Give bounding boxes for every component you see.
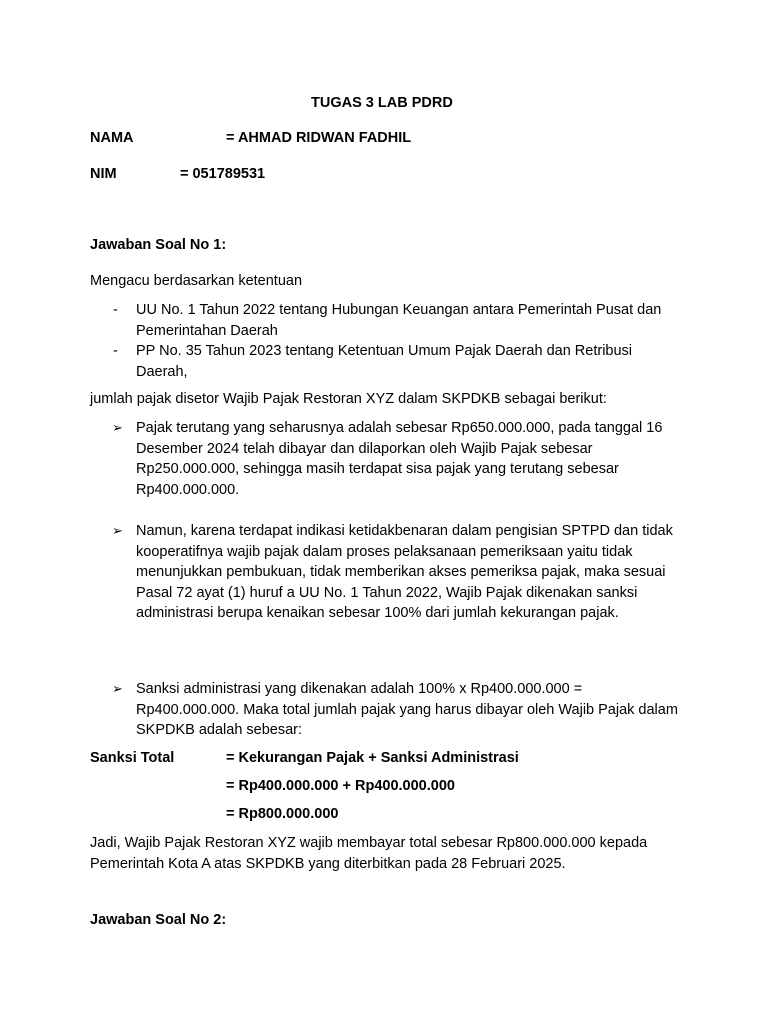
nama-value: = AHMAD RIDWAN FADHIL bbox=[226, 130, 412, 146]
law-item: UU No. 1 Tahun 2022 tentang Hubungan Keuangan antara Pemerintah Pusat dan Pemerintahan Daerah bbox=[136, 302, 662, 339]
document-title: TUGAS 3 LAB PDRD bbox=[311, 95, 453, 111]
section1-heading: Jawaban Soal No 1: bbox=[90, 237, 227, 253]
point-item: Pajak terutang yang seharusnya adalah sebesar Rp650.000.000, pada tanggal 16 Desember 2024 telah dibayar dan dilaporkan oleh Wajib Pajak sebesar Rp250.000.000, sehingga masih terdapat sisa pajak yang terutang sebesar Rp400.000.000. bbox=[136, 420, 663, 498]
calc-line: = Rp400.000.000 + Rp400.000.000 bbox=[226, 778, 455, 794]
arrow-bullet-icon: ➢ bbox=[112, 681, 123, 696]
calc-label: Sanksi Total bbox=[90, 750, 175, 766]
arrow-bullet-icon: ➢ bbox=[112, 523, 123, 538]
section2-heading: Jawaban Soal No 2: bbox=[90, 912, 227, 928]
section1-intro: Mengacu berdasarkan ketentuan bbox=[90, 273, 303, 289]
nama-label: NAMA bbox=[90, 130, 134, 146]
nim-label: NIM bbox=[90, 166, 117, 182]
point-item: Namun, karena terdapat indikasi ketidakbenaran dalam pengisian SPTPD dan tidak kooperatifnya wajib pajak dalam proses pelaksanaan pemeriksaan yaitu tidak menunjukkan pembukuan, tidak memberikan akses pemeriksa pajak, maka sesuai Pasal 72 ayat (1) huruf a UU No. 1 Tahun 2022, Wajib Pajak dikenakan sanksi administrasi berupa kenaikan sebesar 100% dari jumlah kekurangan pajak. bbox=[136, 523, 673, 621]
calc-line: = Kekurangan Pajak + Sanksi Administrasi bbox=[226, 750, 519, 766]
section1-lead: jumlah pajak disetor Wajib Pajak Restoran XYZ dalam SKPDKB sebagai berikut: bbox=[90, 391, 607, 407]
dash-bullet: - bbox=[113, 302, 118, 318]
arrow-bullet-icon: ➢ bbox=[112, 420, 123, 435]
nim-value: = 051789531 bbox=[180, 166, 266, 182]
dash-bullet: - bbox=[113, 343, 118, 359]
calc-line: = Rp800.000.000 bbox=[226, 806, 339, 822]
point-item: Sanksi administrasi yang dikenakan adalah 100% x Rp400.000.000 = Rp400.000.000. Maka total jumlah pajak yang harus dibayar oleh Wajib Pajak dalam SKPDKB adalah sebesar: bbox=[136, 681, 678, 738]
section1-conclusion: Jadi, Wajib Pajak Restoran XYZ wajib membayar total sebesar Rp800.000.000 kepada Pemerintah Kota A atas SKPDKB yang diterbitkan pada 28 Februari 2025. bbox=[90, 835, 648, 872]
law-item: PP No. 35 Tahun 2023 tentang Ketentuan Umum Pajak Daerah dan Retribusi Daerah, bbox=[136, 343, 633, 380]
